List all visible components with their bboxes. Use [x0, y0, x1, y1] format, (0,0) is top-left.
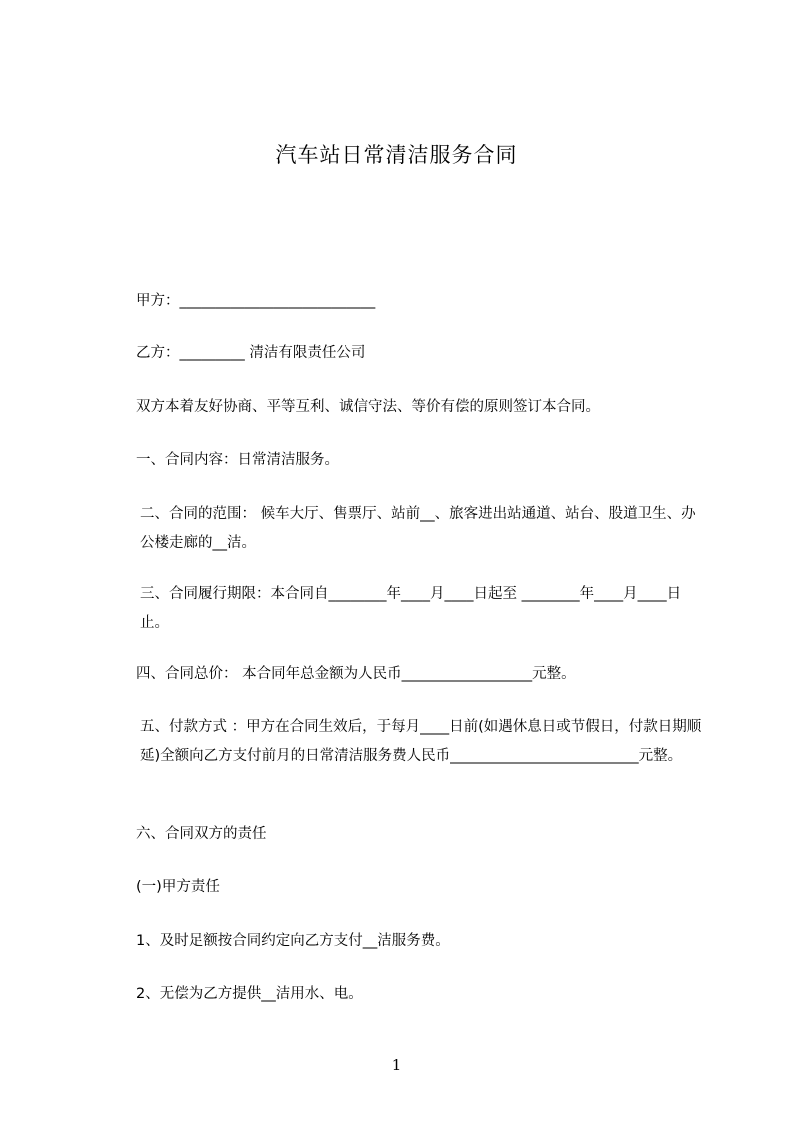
- party-b-line: 乙方：_________ 清洁有限责任公司: [136, 345, 366, 361]
- clause-total-price: 四、合同总价： 本合同年总金额为人民币__________________元整。: [136, 666, 576, 682]
- clause-content: 一、合同内容：日常清洁服务。: [136, 452, 339, 468]
- clause-responsibilities: 六、合同双方的责任: [136, 826, 267, 842]
- clause-payment: 五、付款方式 ：甲方在合同生效后，于每月____日前(如遇休息日或节假日，付款日期顺延)全额向乙方支付前月的日常清洁服务费人民币__________________________元整。: [140, 719, 702, 764]
- party-a-line: 甲方：___________________________: [136, 293, 376, 309]
- page-number: 1: [391, 1056, 402, 1074]
- clause-scope: 二、合同的范围： 候车大厅、售票厅、站前__、旅客进出站通道、站台、股道卫生、办公楼走廊的__洁。: [140, 506, 696, 551]
- party-a-responsibility-heading: (一)甲方责任: [136, 879, 220, 895]
- clause-term: 三、合同履行期限：本合同自________年____月____日起至 ________年____月____日止。: [140, 586, 682, 631]
- page-title: 汽车站日常清洁服务合同: [275, 143, 518, 167]
- party-a-responsibility-2: 2、无偿为乙方提供__洁用水、电。: [136, 986, 363, 1002]
- preamble: 双方本着友好协商、平等互利、诚信守法、等价有偿的原则签订本合同。: [136, 399, 600, 415]
- party-a-responsibility-1: 1、及时足额按合同约定向乙方支付__洁服务费。: [136, 933, 450, 949]
